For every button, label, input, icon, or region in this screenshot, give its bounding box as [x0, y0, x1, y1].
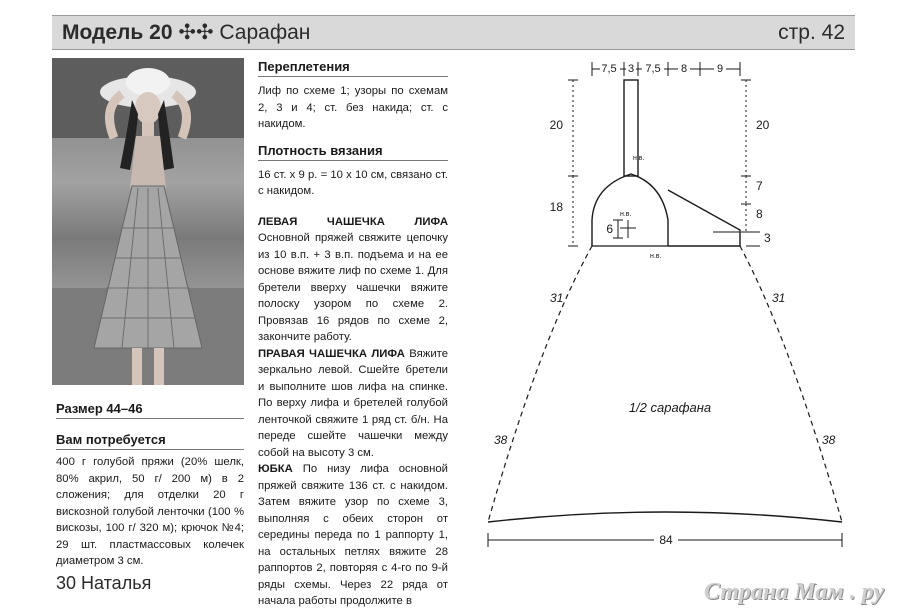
materials-text: 400 г голубой пряжи (20% шелк, 80% акрил, 50 г/ 200 м) в 2 сложения; для отделки 20 г вискозной голубой ленточки (100 % вискозы, 100 г/ 320 м); крючок №4; 29 шт. пластмассовых колечек диаметром 3 см. — [56, 456, 244, 567]
left-dim-inner: 6 — [606, 222, 613, 236]
photo-illustration — [52, 58, 244, 385]
left-dim-strap: 20 — [549, 118, 563, 132]
ornament-icon: ✣✣ — [178, 21, 214, 44]
skirt-left-edge — [488, 246, 592, 522]
right-cup-heading: ПРАВАЯ ЧАШЕЧКА ЛИФА — [258, 347, 405, 360]
left-cup-heading: ЛЕВАЯ ЧАШЕЧКА ЛИФА — [258, 215, 448, 228]
skirt-hem — [488, 512, 842, 522]
skirt-paragraph — [258, 461, 448, 610]
density-text: 16 ст. х 9 р. = 10 х 10 см, связано ст. с накидом. — [258, 168, 448, 197]
right-dim-band: 3 — [764, 231, 771, 245]
top-dim-1: 7,5 — [601, 63, 617, 75]
bottom-dim-width: 84 — [659, 533, 673, 547]
side-panel-outline — [668, 190, 740, 246]
top-dim-3: 7,5 — [645, 63, 661, 75]
density-heading: Плотность вязания — [258, 142, 448, 161]
page-footer: 30 Наталья — [56, 573, 152, 593]
garment-name: Сарафан — [219, 21, 311, 44]
skirt-right-edge — [740, 246, 842, 522]
top-dim-4: 8 — [680, 63, 688, 75]
model-title — [62, 20, 310, 46]
left-dim-skirt-upper: 31 — [550, 291, 564, 305]
page-number: стр. 42 — [778, 21, 845, 44]
right-dim-skirt-upper: 31 — [772, 291, 786, 305]
right-dim-side: 8 — [756, 207, 763, 221]
skirt-heading: ЮБКА — [258, 463, 293, 475]
weaves-text: Лиф по схеме 1; узоры по схемам 2, 3 и 4; ст. без накида; ст. с накидом. — [258, 85, 448, 130]
model-photo — [52, 58, 244, 385]
instructions-column — [258, 58, 448, 610]
left-cup-text: Основной пряжей свяжите цепочку из 10 в.п. + 3 в.п. подъема и на ее основе вяжите лиф по схеме 1. Для бретели вверху чашечки вяжите полоску узором по схеме 2. Провязав 16 рядов по схеме 2, закончите работу. — [258, 232, 448, 343]
left-cup-paragraph — [258, 214, 448, 346]
pattern-diagram — [470, 50, 880, 570]
right-cup-paragraph — [258, 346, 448, 462]
skirt-text: По низу лифа основной пряжей свяжите 136 ст. с накидом. Затем вяжите узор по схеме 3, выполняя с обеих сторон от середины переда по 1 раппорту 1, на остальных петлях вяжите 28 раппортов 2, повторяя с 4-го по 9-й ряды схемы. Через 22 ряда от начала работы продолжите в — [258, 463, 448, 607]
top-dim-2: 3 — [627, 63, 635, 75]
right-dim-skirt-lower: 38 — [822, 433, 836, 447]
mark-strap: н.в. — [633, 155, 645, 162]
site-watermark: Страна Мам . ру — [703, 579, 884, 605]
header-bar — [52, 15, 855, 50]
size-heading: Размер 44–46 — [56, 400, 244, 419]
left-dim-cup: 18 — [549, 200, 563, 214]
left-dim-skirt-lower: 38 — [494, 433, 508, 447]
cup-outline — [592, 174, 668, 246]
mark-band: н.в. — [650, 253, 662, 260]
half-sarafan-label: 1/2 сарафана — [628, 400, 712, 415]
weaves-heading: Переплетения — [258, 58, 448, 77]
right-cup-text: Вяжите зеркально левой. Сшейте бретели и выполните шов лифа на спинке. По верху лифа и бретелей голубой ленточкой свяжите 1 ряд ст. б/н. На переде сшейте чашечки между собой на высоту 3 см. — [258, 347, 448, 459]
top-dim-5: 9 — [716, 63, 724, 75]
mark-cup: н.в. — [620, 211, 632, 218]
materials-heading: Вам потребуется — [56, 431, 244, 450]
model-number: Модель 20 — [62, 21, 173, 44]
right-dim-strap: 20 — [756, 118, 770, 132]
left-column — [56, 400, 244, 570]
right-dim-upper: 7 — [756, 179, 763, 193]
